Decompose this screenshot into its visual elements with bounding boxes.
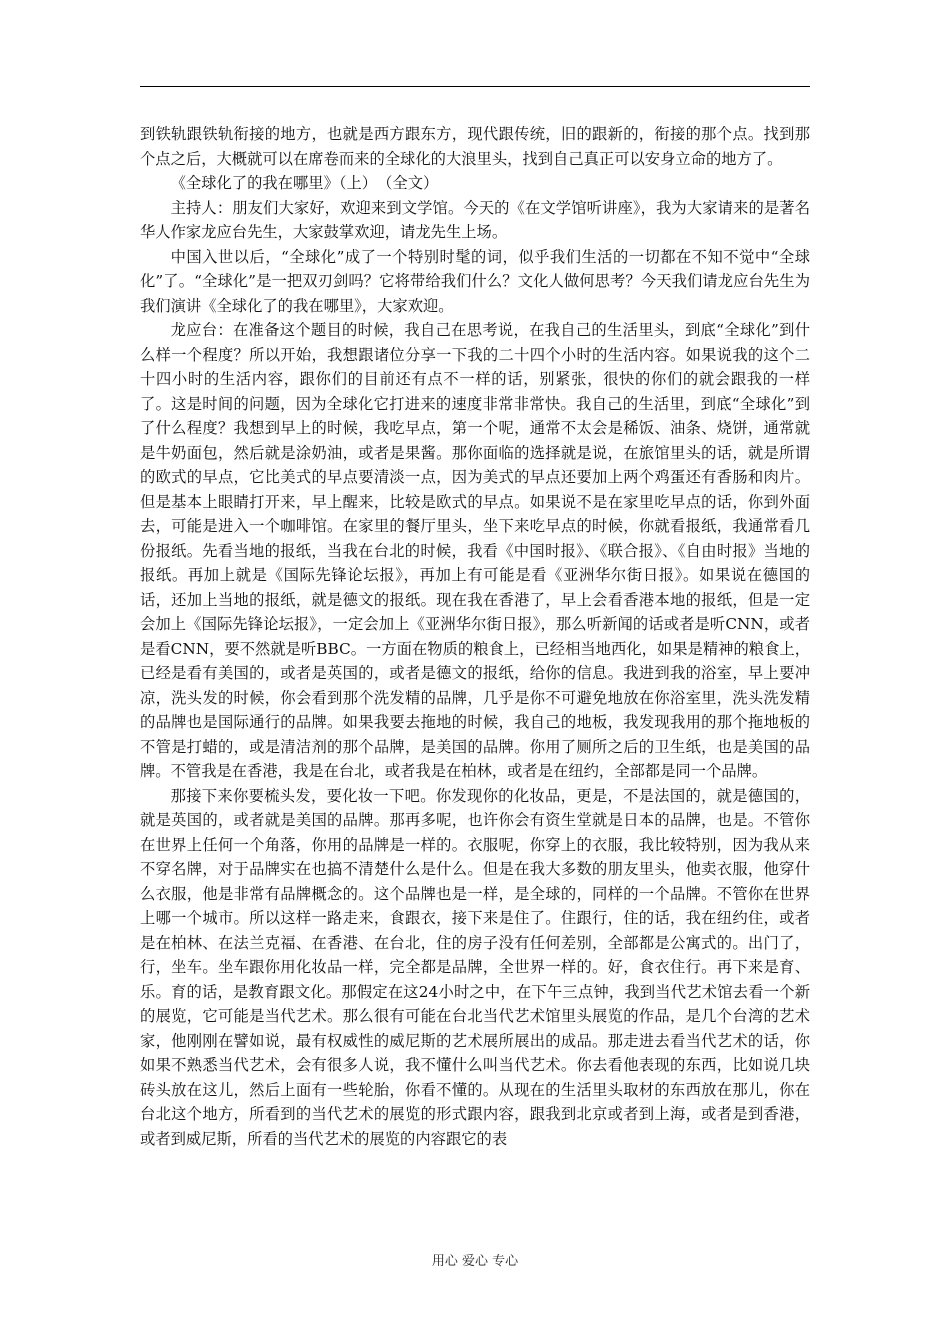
paragraph-globalization-intro: 中国入世以后，“全球化”成了一个特别时髦的词，似乎我们生活的一切都在不知不觉中“全球化”了。“全球化”是一把双刃剑吗？它将带给我们什么？文化人做何思考？今天我们请龙应台先生为我们演讲《全球化了的我在哪里》，大家欢迎。 (140, 247, 810, 315)
header-rule (140, 86, 810, 87)
paragraph-lecture-brands: 那接下来你要梳头发，要化妆一下吧。你发现你的化妆品，更是，不是法国的，就是德国的，就是英国的，或者就是美国的品牌。那再多呢，也许你会有资生堂就是日本的品牌，也是。不管你在世界上任何一个角落，你用的品牌是一样的。衣服呢，你穿上的衣服，我比较特别，因为我从来不穿名牌，对于品牌实在也搞不清楚什么是什么。但是在我大多数的朋友里头，他卖衣服，他穿什么衣服，他是非常有品牌概念的。这个品牌也是一样，是全球的，同样的一个品牌。不管你在世界上哪一个城市。所以这样一路走来，食跟衣，接下来是住了。住跟行，住的话，我在纽约住，或者是在柏林、在法兰克福、在香港、在台北，住的房子没有任何差别，全部都是公寓式的。出门了，行，坐车。坐车跟你用化妆品一样，完全都是品牌，全世界一样的。好，食衣住行。再下来是育、乐。育的话，是教育跟文化。那假定在这24小时之中，在下午三点钟，我到当代艺术馆去看一个新的展览，它可能是当代艺术。那么很有可能在台北当代艺术馆里头展览的作品，是几个台湾的艺术家，他刚刚在譬如说，最有权威性的威尼斯的艺术展所展出的成品。那走进去看当代艺术的话，你如果不熟悉当代艺术，会有很多人说，我不懂什么叫当代艺术。你去看他表现的东西，比如说几块砖头放在这儿，然后上面有一些轮胎，你看不懂的。从现在的生活里头取材的东西放在那儿，你在台北这个地方，所看到的当代艺术的展览的形式跟内容，跟我到北京或者到上海，或者是到香港，或者到威尼斯，所看的当代艺术的展览的内容跟它的表 (140, 786, 810, 1148)
paragraph-host-intro: 主持人：朋友们大家好，欢迎来到文学馆。今天的《在文学馆听讲座》，我为大家请来的是著名华人作家龙应台先生，大家鼓掌欢迎，请龙先生上场。 (140, 198, 810, 241)
document-body (140, 122, 810, 1151)
paragraph-continuation: 到铁轨跟铁轨衔接的地方，也就是西方跟东方，现代跟传统，旧的跟新的，衔接的那个点。找到那个点之后，大概就可以在席卷而来的全球化的大浪里头，找到自己真正可以安身立命的地方了。 (140, 125, 810, 168)
page-footer: 用心 爱心 专心 (431, 1254, 519, 1269)
paragraph-lecture-morning: 龙应台：在准备这个题目的时候，我自己在思考说，在我自己的生活里头，到底“全球化”到什么样一个程度？所以开始，我想跟诸位分享一下我的二十四个小时的生活内容。如果说我的这个二十四小时的生活内容，跟你们的目前还有点不一样的话，别紧张，很快的你们的就会跟我的一样了。这是时间的问题，因为全球化它打进来的速度非常非常快。我自己的生活里，到底“全球化”到了什么程度？我想到早上的时候，我吃早点，第一个呢，通常不太会是稀饭、油条、烧饼，通常就是牛奶面包，然后就是涂奶油，或者是果酱。那你面临的选择就是说，在旅馆里头的话，就是所谓的欧式的早点，它比美式的早点要清淡一点，因为美式的早点还要加上两个鸡蛋还有香肠和肉片。但是基本上眼睛打开来，早上醒来，比较是欧式的早点。如果说不是在家里吃早点的话，你到外面去，可能是进入一个咖啡馆。在家里的餐厅里头，坐下来吃早点的时候，你就看报纸，我通常看几份报纸。先看当地的报纸，当我在台北的时候，我看《中国时报》、《联合报》、《自由时报》当地的报纸。再加上就是《国际先锋论坛报》，再加上有可能是看《亚洲华尔街日报》。如果说在德国的话，还加上当地的报纸，就是德文的报纸。现在我在香港了，早上会看香港本地的报纸，但是一定会加上《国际先锋论坛报》，一定会加上《亚洲华尔街日报》，那么听新闻的话或者是听CNN，或者是看CNN，要不然就是听BBC。一方面在物质的粮食上，已经相当地西化，如果是精神的粮食上，已经是看有美国的，或者是英国的，或者是德文的报纸，给你的信息。我进到我的浴室，早上要冲凉，洗头发的时候，你会看到那个洗发精的品牌，几乎是你不可避免地放在你浴室里，洗头洗发精的品牌也是国际通行的品牌。如果我要去拖地的时候，我自己的地板，我发现我用的那个拖地板的不管是打蜡的，或是清洁剂的那个品牌，是美国的品牌。你用了厕所之后的卫生纸，也是美国的品牌。不管我是在香港，我是在台北，或者我是在柏林，或者是在纽约，全部都是同一个品牌。 (140, 321, 810, 780)
section-title: 《全球化了的我在哪里》（上） （全文） (170, 174, 439, 192)
